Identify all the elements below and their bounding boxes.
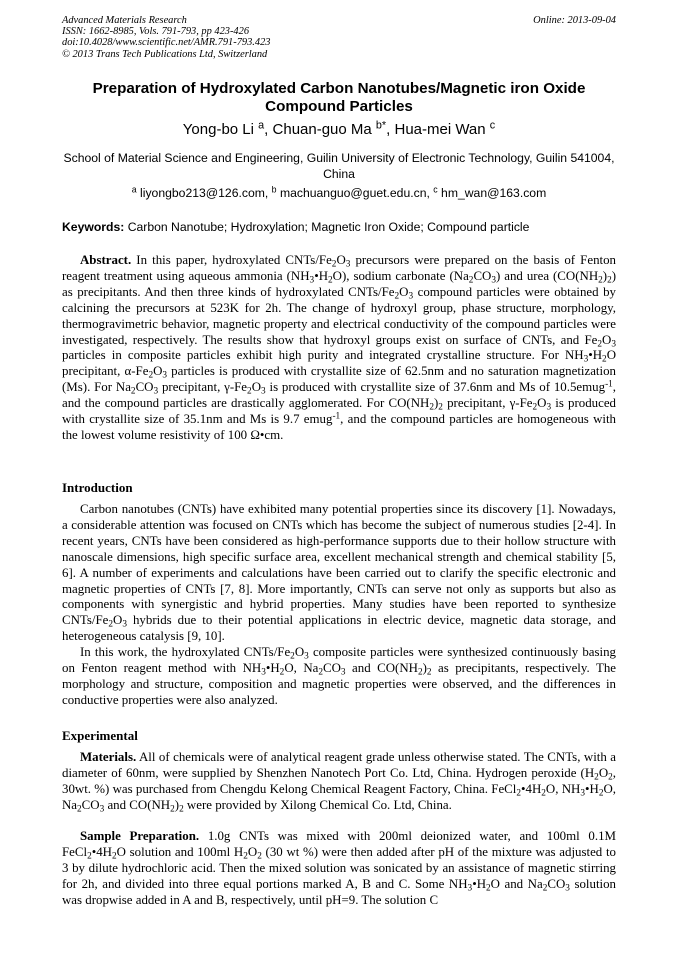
subscript: 2 (148, 370, 154, 381)
abstract (62, 253, 616, 444)
paragraph-text: O, Na (284, 661, 319, 676)
paragraph-text: O, NH (545, 781, 581, 796)
subscript: 2 (597, 338, 603, 349)
email-mark: a (131, 184, 137, 195)
author-separator: , (386, 121, 395, 138)
abstract-text: O (602, 332, 612, 347)
abstract-text: O (153, 364, 163, 379)
abstract-text: O (537, 396, 547, 411)
subscript: 2 (87, 851, 92, 862)
paragraph-text: CO (547, 876, 566, 891)
abstract-text: precipitant, γ-Fe (442, 396, 533, 411)
subscript: 3 (467, 883, 473, 894)
subscript: 2 (532, 402, 538, 413)
subscript: 2 (598, 275, 603, 286)
abstract-text: precipitant, γ-Fe (158, 380, 248, 395)
subscript: 2 (438, 402, 443, 413)
author-mark: a (258, 119, 265, 132)
subscript: 2 (607, 275, 612, 286)
subscript: 2 (542, 883, 548, 894)
author-list (62, 121, 616, 139)
author-name: Yong-bo Li (182, 121, 254, 138)
paragraph-text: ) (174, 797, 180, 812)
subscript: 3 (261, 386, 266, 397)
keywords-text: Carbon Nanotube; Hydroxylation; Magnetic Iron Oxide; Compound particle (124, 220, 530, 234)
email-address: hm_wan@163.com (437, 186, 547, 200)
paragraph-text: O (598, 765, 609, 780)
paragraph-text: O and Na (490, 876, 543, 891)
paragraph-text: , 30wt. %) was purchased from Chengdu Kelong Chemical Reagent Factory, China. FeCl (62, 765, 616, 796)
subscript: 2 (429, 402, 434, 413)
copyright-line: © 2013 Trans Tech Publications Ltd, Switzerland (62, 48, 268, 60)
paragraph (62, 750, 616, 814)
subscript: 3 (309, 275, 315, 286)
abstract-text: •H (314, 268, 329, 283)
experimental-sample-preparation (62, 829, 616, 909)
author-name: Hua-mei Wan (394, 121, 486, 138)
subscript: 2 (598, 788, 604, 799)
introduction-body (62, 502, 616, 709)
paragraph-text: hybrids due to their potential applications in electric device, magnetic data storage, and heterogeneous catalysis [9, 10]. (62, 613, 616, 644)
subscript: 2 (594, 772, 599, 783)
subscript: 2 (328, 275, 333, 286)
email-list (62, 185, 616, 201)
paragraph-text: O (113, 613, 123, 628)
paragraph-text: were provided by Xilong Chemical Co. Ltd, China. (183, 797, 452, 812)
abstract-text: O), sodium carbonate (Na (332, 268, 469, 283)
subscript: 2 (541, 788, 546, 799)
journal-name: Advanced Materials Research (62, 15, 187, 26)
subscript: 2 (279, 667, 285, 678)
email-mark: b (271, 184, 277, 195)
abstract-text: •H (588, 348, 603, 363)
subscript: 3 (345, 259, 351, 270)
subscript: 3 (565, 883, 570, 894)
paragraph-text: (30 wt %) were then added after pH of the mixture was adjusted to 3 by dilute hydrochloric acid. Then the mixed solution was sonicated by an assistance of magnetic stirring for 2h, and divided into three equal portions marked A, B and C. Some NH (62, 844, 616, 891)
paragraph-text: 1.0g CNTs was mixed with 200ml deionized water, and 100ml 0.1M FeCl (62, 829, 617, 859)
paragraph-text: ) (422, 661, 427, 676)
paragraph-text: In this work, the hydroxylated CNTs/Fe (80, 645, 291, 660)
email-address: machuanguo@guet.edu.cn, (276, 186, 434, 200)
paragraph-text: as precipitants, respectively. The morphology and structure, composition and magnetic properties were observed, and the differences in conductive properties were also analyzed. (62, 661, 616, 707)
author-mark: b* (375, 119, 387, 132)
abstract-text: precursors were prepared on the basis of Fenton reagent treatment using aqueous ammonia (NH (62, 253, 616, 283)
abstract-text: , and the compound particles are drastically agglomerated. For CO(NH (62, 380, 617, 411)
paragraph-text: •H (265, 661, 280, 676)
author-name: Chuan-guo Ma (272, 121, 372, 138)
subscript: 3 (546, 402, 552, 413)
abstract-text: compound particles were obtained by calcining the precursors at 523K for 2h. The change of hydroxyl group, phase structure, morphology, thermogravimetric behavior, magnetic property and electrical conductivity of the compound particles were investigated, respectively. The results show that hydroxyl groups exist on surface of CNTs, and Fe (62, 284, 616, 347)
paragraph (62, 502, 616, 645)
paragraph-text: CO (81, 797, 100, 812)
subscript: 2 (516, 788, 521, 799)
abstract-text: , and the compound particles are homogeneous with the lowest volume resistivity of 100 Ω•cm. (62, 412, 617, 442)
paragraph-text: and CO(NH (345, 661, 418, 676)
subscript: 3 (580, 788, 585, 799)
subscript: 3 (122, 619, 127, 630)
subscript: 2 (257, 851, 262, 862)
subscript: 2 (290, 651, 295, 662)
section-heading-introduction: Introduction (62, 480, 133, 495)
paragraph-text: •H (472, 876, 487, 891)
subscript: 2 (426, 667, 432, 678)
subscript: 2 (394, 291, 400, 302)
author-mark: c (489, 119, 496, 132)
abstract-label: Abstract. (80, 253, 132, 267)
section-heading-experimental: Experimental (62, 728, 138, 743)
superscript: -1 (332, 411, 341, 422)
paragraph-text: •H (584, 781, 599, 796)
abstract-text: O precipitant, α-Fe (62, 348, 616, 379)
paragraph-text: All of chemicals were of analytical reagent grade unless otherwise stated. The CNTs, with a diameter of 60nm, were supplied by Shenzhen Nanotech Port Co. Ltd, China. Hydrogen peroxide (H (62, 750, 616, 780)
abstract-text: is produced with crystallite size of 37.6nm and Ms of 10.5emug (265, 380, 606, 395)
subscript: 3 (304, 651, 309, 662)
paragraph-text: and CO(NH (104, 797, 171, 812)
paragraph (62, 645, 616, 709)
keywords-label: Keywords: (62, 220, 125, 234)
abstract-text: ) and urea (CO(NH (496, 268, 599, 283)
abstract-text: In this paper, hydroxylated CNTs/Fe (131, 253, 332, 267)
paragraph-text: Carbon nanotubes (CNTs) have exhibited many potential properties since its discovery [1]. Nowadays, a considerable attention was focused on CNTs which has become the subject of numerous studies [2-4]. In recent years, CNTs have been considered as high-performance supports due to their hollow structure with nanoscale dimensions, high specific surface area, excellent mechanical strength and chemical stability [5, 6]. A number of experiments and calculations have been carried out to clarify the specific electronic and magnetic properties of CNTs [7, 8]. More importantly, CNTs can serve not only as supports but also as components with synergistic and hybrid properties. Many studies have been reported to synthesize CNTs/Fe (62, 502, 616, 628)
subscript: 3 (340, 667, 346, 678)
abstract-text: ) (602, 268, 608, 283)
subscript: 3 (491, 275, 496, 286)
subscript: 2 (318, 667, 323, 678)
abstract-text: O (251, 380, 261, 395)
paragraph-text: solution was dropwise added in A and B, respectively, until pH=9. The solution C (62, 876, 616, 907)
abstract-text: O (336, 253, 346, 267)
experimental-materials (62, 750, 616, 814)
subscript: 2 (468, 275, 474, 286)
subscript: 2 (130, 386, 136, 397)
subscript: 2 (77, 804, 82, 815)
sample-preparation-label: Sample Preparation. (80, 829, 200, 843)
subscript: 2 (243, 851, 248, 862)
subscript: 3 (261, 667, 266, 678)
subscript: 2 (486, 883, 491, 894)
online-date: Online: 2013-09-04 (533, 15, 616, 26)
subscript: 2 (602, 354, 607, 365)
title-line-2: Compound Particles (265, 98, 413, 115)
subscript: 2 (608, 772, 613, 783)
subscript: 2 (331, 259, 337, 270)
paragraph-text: O (247, 844, 258, 859)
superscript: -1 (605, 379, 613, 390)
abstract-text: ) as precipitants. And then three kinds of hydroxylated CNTs/Fe (62, 268, 616, 299)
materials-label: Materials. (80, 750, 137, 764)
journal-header (62, 15, 270, 60)
title-line-1: Preparation of Hydroxylated Carbon Nanotubes/Magnetic iron Oxide (92, 80, 586, 97)
subscript: 2 (179, 804, 184, 815)
paper-title (62, 80, 616, 116)
subscript: 3 (611, 338, 616, 349)
subscript: 2 (170, 804, 175, 815)
abstract-text: is produced with crystallite size of 35.1nm and Ms is 9.7 emug (62, 396, 616, 427)
email-address: liyongbo213@126.com, (136, 186, 272, 200)
paragraph-text: O (294, 645, 305, 660)
paragraph-text: composite particles were synthesized continuously basing on Fenton reagent method with NH (62, 645, 616, 676)
affiliation: School of Material Science and Engineering, Guilin University of Electronic Technology, Guilin 541004, China (63, 151, 615, 182)
subscript: 3 (583, 354, 589, 365)
subscript: 3 (162, 370, 168, 381)
subscript: 3 (99, 804, 105, 815)
paragraph-text: •4H (91, 844, 112, 859)
paragraph (62, 829, 616, 909)
abstract-text: O (399, 284, 409, 299)
keywords (62, 219, 616, 235)
subscript: 3 (153, 386, 159, 397)
paragraph-text: O solution and 100ml H (116, 844, 244, 859)
abstract-text: particles is produced with crystallite size of 62.5nm and no saturation magnetization (Ms). For Na (62, 364, 616, 395)
subscript: 3 (408, 291, 414, 302)
author-separator: , (264, 121, 273, 138)
email-mark: c (433, 184, 438, 195)
issn-line: ISSN: 1662-8985, Vols. 791-793, pp 423-426 (62, 26, 250, 38)
abstract-text: CO (135, 380, 154, 395)
doi-line: doi:10.4028/www.scientific.net/AMR.791-793.423 (62, 37, 271, 49)
abstract-text: ) (433, 396, 439, 411)
subscript: 2 (247, 386, 252, 397)
subscript: 2 (108, 619, 114, 630)
subscript: 2 (417, 667, 423, 678)
subscript: 2 (112, 851, 117, 862)
paragraph-text: O, Na (62, 781, 616, 812)
abstract-text: CO (473, 268, 492, 283)
paragraph-text: CO (323, 661, 341, 676)
abstract-text: particles in composite particles exhibit high purity and integrated crystalline structure. For NH (62, 348, 584, 363)
paragraph-text: •4H (521, 781, 542, 796)
